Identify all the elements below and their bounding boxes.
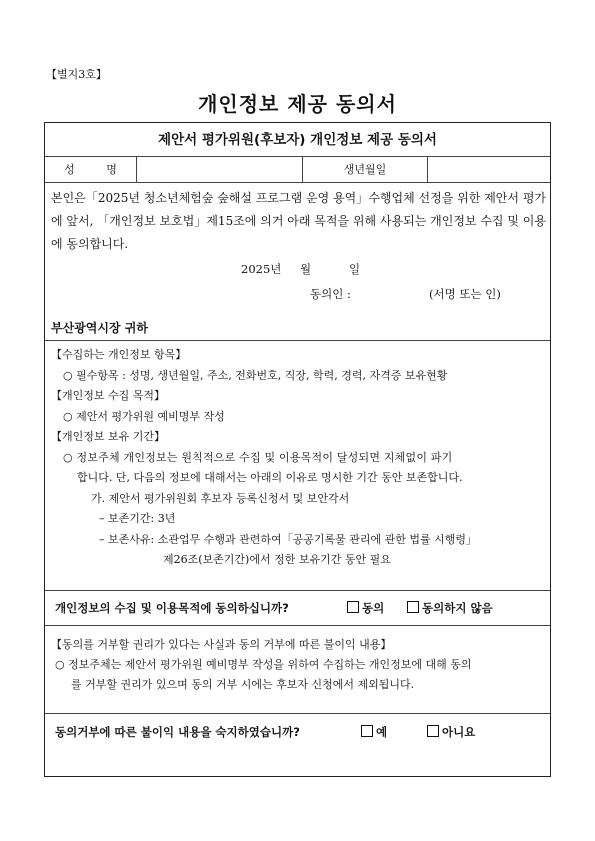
disagree-option[interactable] (407, 600, 493, 616)
name-label: 성 명 (45, 157, 137, 183)
date-day: 일 (349, 262, 361, 276)
retention-reason-2: 제26조(보존기간)에서 정한 보유기간 동안 필요 (163, 553, 391, 566)
retention-item: 가. 제안서 평가위원회 후보자 등록신청서 및 보안각서 (91, 491, 350, 505)
refusal-text-1: ○ 정보주체는 제안서 평가위원 예비명부 작성을 위하여 수집하는 개인정보에 대해 동의 (55, 658, 472, 671)
acknowledge-question: 동의거부에 따른 불이익 내용을 숙지하였습니까? (55, 725, 300, 739)
yes-option[interactable] (361, 724, 387, 740)
retention-heading: 【개인정보 보유 기간】 (51, 430, 166, 443)
retention-period: – 보존기간: 3년 (99, 512, 176, 525)
checkbox-icon[interactable] (407, 601, 419, 613)
consent-statement: 본인은「2025년 청소년체험숲 숲해설 프로그램 운영 용역」수행업체 선정을 위한 제안서 평가에 앞서, 「개인정보 보호법」제15조에 의거 아래 목적을 위해 사용되는 개인정보 수집 및 이용에 동의합니다. (51, 191, 546, 251)
refusal-text-2: 를 거부할 권리가 있으며 동의 거부 시에는 후보자 신청에서 제외됩니다. (71, 678, 415, 691)
refusal-section (51, 635, 546, 695)
refusal-heading: 【동의를 거부할 권리가 있다는 사실과 동의 거부에 따른 불이익 내용】 (51, 638, 392, 651)
disagree-label: 동의하지 않음 (422, 601, 493, 615)
retention-text-1: ○ 정보주체 개인정보는 원칙적으로 수집 및 이용목적이 달성되면 지체없이 파기 (63, 450, 453, 464)
divider (45, 713, 550, 714)
retention-text-2: 합니다. 단, 다음의 정보에 대해서는 아래의 이유로 명시한 기간 동안 보존합니다. (77, 471, 463, 484)
divider (45, 340, 550, 341)
birth-date-label: 생년월일 (303, 157, 428, 183)
birth-date-field[interactable] (428, 157, 550, 183)
no-option[interactable] (427, 724, 475, 740)
items-heading: 【수집하는 개인정보 항목】 (51, 348, 187, 361)
page-title: 개인정보 제공 동의서 (198, 92, 397, 116)
date-month: 월 (300, 262, 312, 276)
items-text: ○ 필수항목 : 성명, 생년월일, 주소, 전화번호, 직장, 학력, 경력, 자격증 보유현황 (63, 368, 448, 382)
consent-question: 개인정보의 수집 및 이용목적에 동의하십니까? (55, 601, 289, 615)
consent-question-row (55, 600, 544, 616)
form-number-tag: 【별지3호】 (46, 68, 107, 81)
acknowledge-question-row (55, 724, 544, 740)
signature-note: (서명 또는 인) (429, 287, 501, 301)
agree-label: 동의 (362, 601, 385, 615)
form-title: 제안서 평가위원(후보자) 개인정보 제공 동의서 (45, 123, 550, 157)
checkbox-icon[interactable] (427, 725, 439, 737)
divider (45, 625, 550, 626)
divider (45, 590, 550, 591)
info-section (51, 345, 546, 571)
yes-label: 예 (376, 725, 388, 739)
checkbox-icon[interactable] (347, 601, 359, 613)
no-label: 아니요 (442, 725, 476, 739)
date-year: 2025년 (241, 262, 282, 276)
consent-form (44, 122, 551, 777)
purpose-heading: 【개인정보 수집 목적】 (51, 389, 166, 402)
checkbox-icon[interactable] (361, 725, 373, 737)
identity-row (45, 157, 550, 183)
agree-option[interactable] (347, 600, 384, 616)
name-field[interactable] (137, 157, 303, 183)
signer-label: 동의인 : (310, 287, 351, 301)
purpose-text: ○ 제안서 평가위원 예비명부 작성 (63, 409, 225, 423)
addressee: 부산광역시장 귀하 (51, 321, 148, 335)
retention-reason-1: – 보존사유: 소관업무 수행과 관련하여「공공기록물 관리에 관한 법률 시행령」 (99, 532, 477, 546)
